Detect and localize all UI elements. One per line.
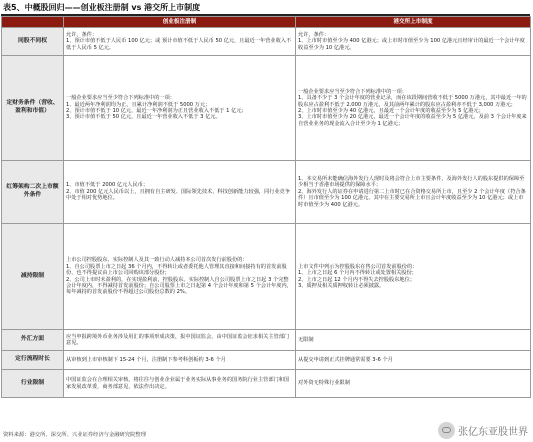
- cell-line: 1、自公司股票上市之日起 36 个月内，不得转让或者委托他人管理其直接和间接持有的首发前股份，也不得提议由上市公司回购该部分股份；: [66, 263, 287, 277]
- table-row: [2, 224, 531, 330]
- hkex-cell: [296, 224, 531, 330]
- table-row: [2, 330, 531, 351]
- row-header: 同股不同权: [2, 28, 64, 56]
- row-header: 减持限制: [2, 224, 64, 330]
- chinext-cell: [64, 56, 296, 161]
- cell-line: 从提交申请到正式挂牌通常需要 3-6 个月: [298, 356, 393, 363]
- cell-line: 3、预计市值不低于 50 亿元，且最近一年营业收入不低于 3 亿元。: [66, 114, 221, 121]
- table-row: [2, 351, 531, 370]
- cell-line: 3、上市时市值至少为 20 亿港元，最近一个会计年度的收益至少为 5 亿港元，及前 3 个会计年度来自营业业务的现金流入合计至少为 1 亿港元；: [298, 114, 527, 127]
- header-hkex: 港交所上市制度: [296, 17, 531, 28]
- header-row: [2, 17, 531, 28]
- cell-line: 2、海外发行人的证券在申请进行第二上市时已在合资格交易所上市，且至少 2 个会计年度（符合条件）且市值至少为 100 亿港元，其中在主要交易所上市且会计年度收益至少为 10 亿港元；或上市时市值至少为 400 亿港元。: [298, 188, 526, 208]
- chinext-cell: [64, 330, 296, 351]
- row-header: 红筹架构二次上市额外条件: [2, 161, 64, 224]
- cell-line: 对外资无特殊行业限制: [298, 380, 350, 387]
- table-row: [2, 370, 531, 398]
- source-note: 资料来源：港交所、深交所、兴业证券经济与金融研究院整理: [3, 432, 147, 438]
- table-title: 表5、中概股回归——创业板注册制 vs 港交所上市制度: [3, 3, 201, 12]
- chinext-cell: [64, 28, 296, 56]
- watermark: [438, 421, 528, 440]
- hkex-cell: [296, 370, 531, 398]
- cell-line: 2、上市之日起 12 个月内不得失去控股股东地位；: [298, 276, 415, 283]
- table-row: [2, 161, 531, 224]
- row-header: 定财务条件（营收、盈利和市值）: [2, 56, 64, 161]
- cell-line: 1、上市之日起 6 个月内不得转让或处置相关股份；: [298, 270, 417, 277]
- wechat-logo-icon: [438, 422, 455, 439]
- hkex-cell: [296, 56, 531, 161]
- hkex-cell: [296, 330, 531, 351]
- comparison-table: [1, 16, 531, 398]
- cell-line: 1、上市时市值至少为 400 亿港元；或上市时市值至少为 100 亿港元且经审计的最近一个会计年度收益至少为 10 亿港元。: [298, 38, 525, 51]
- cell-line: 1、本交易所未能确信海外发行人现时及将会符合上市主要条件，及海外发行人的股东提供的保障至少相当于香港市场提供的保障水平；: [298, 176, 525, 189]
- chinext-cell: [64, 224, 296, 330]
- cell-line: 从审核到上市审核制下 15-24 个月，注册制下参考科创板约 3-6 个月: [66, 356, 226, 363]
- cell-line: 1、具备不少于 3 个会计年度的营业记录，而在该段期间营收不低于 5000 万港元，其中最近一年的股东应占盈利不低于 2,000 万港元，及其前两年累计的股东应占盈利亦不低于 3,000 万港元；: [298, 95, 527, 108]
- watermark-text: 张亿东亚股世界: [458, 427, 528, 438]
- hkex-cell: [296, 161, 531, 224]
- cell-line: 上市文件中列示为控股股东在售公司首发前股份的：: [298, 263, 418, 270]
- cell-line: 一般企业要求应当至少符合下列标准中的一项：: [66, 95, 175, 102]
- row-header: 外汇方面: [2, 330, 64, 351]
- cell-line: 1、最近两年净利润均为正，且累计净利润不低于 5000 万元；: [66, 101, 211, 108]
- chinext-cell: [64, 351, 296, 370]
- cell-line: 2、市值 200 亿元人民币以上，且拥有自主研发、国际领先技术，科技创新能力较强，同行业竞争中处于相对优势地位。: [66, 188, 291, 202]
- table-row: [2, 56, 531, 161]
- table-row: [2, 28, 531, 56]
- cell-line: 中国证监会在合理相关审核，将往往与创业企业属于业务实际从事业务的国务院行业主管部门和国家发展改革委，商务部意见，依法作出决定。: [66, 377, 290, 390]
- cell-line: 3、质押及相关质押权转让必须披露。: [298, 282, 385, 289]
- header-corner: [2, 17, 64, 28]
- hkex-cell: [296, 28, 531, 56]
- cell-line: 允许，条件：: [298, 31, 330, 38]
- row-header: 行业限制: [2, 370, 64, 398]
- chinext-cell: [64, 370, 296, 398]
- cell-line: 上市公司控股股东、实际控制人及其一致行动人减持本公司首次发行前股份的：: [66, 257, 248, 264]
- cell-line: 无限制: [298, 336, 314, 343]
- cell-line: 1、市值不低于 2000 亿元人民币；: [66, 182, 149, 189]
- cell-line: 2、预计市值不低于 10 亿元，最近一年净利润为正且营业收入不低于 1 亿元；: [66, 108, 247, 114]
- hkex-cell: [296, 351, 531, 370]
- row-header: 定行流程时长: [2, 351, 64, 370]
- cell-line: 允许，条件：: [66, 31, 98, 38]
- chinext-cell: [64, 161, 296, 224]
- cell-line: 2、上市时市值至少为 40 亿港元，且最近一个会计年度的收益至少为 5 亿港元；: [298, 108, 484, 114]
- header-chinext: 创业板注册制: [64, 17, 296, 28]
- cell-line: 一般企业要求应当至少符合下列标准中的一项：: [298, 88, 407, 95]
- cell-line: 应当申报跨境外币业务涉及用汇的事项形成决策，报中国证监会，由中国证监会征求相关主管部门意见。: [66, 333, 290, 346]
- cell-line: 2、公司上市时未盈利的，在实现盈利前，控股股东、实际控制人自公司股票上市之日起 3 个完整会计年度内，不得减持首发前股份；自公司股票上市之日起第 4 个会计年度和第 5 个会计年度内，每年减持的首发前股份不得超过公司股份总数的 2%。: [66, 276, 292, 296]
- cell-line: 1、预计市值不低于人民币 100 亿元；或 预计市值不低于人民币 50 亿元，且最近一年营业收入不低于人民币 5 亿元。: [66, 38, 292, 51]
